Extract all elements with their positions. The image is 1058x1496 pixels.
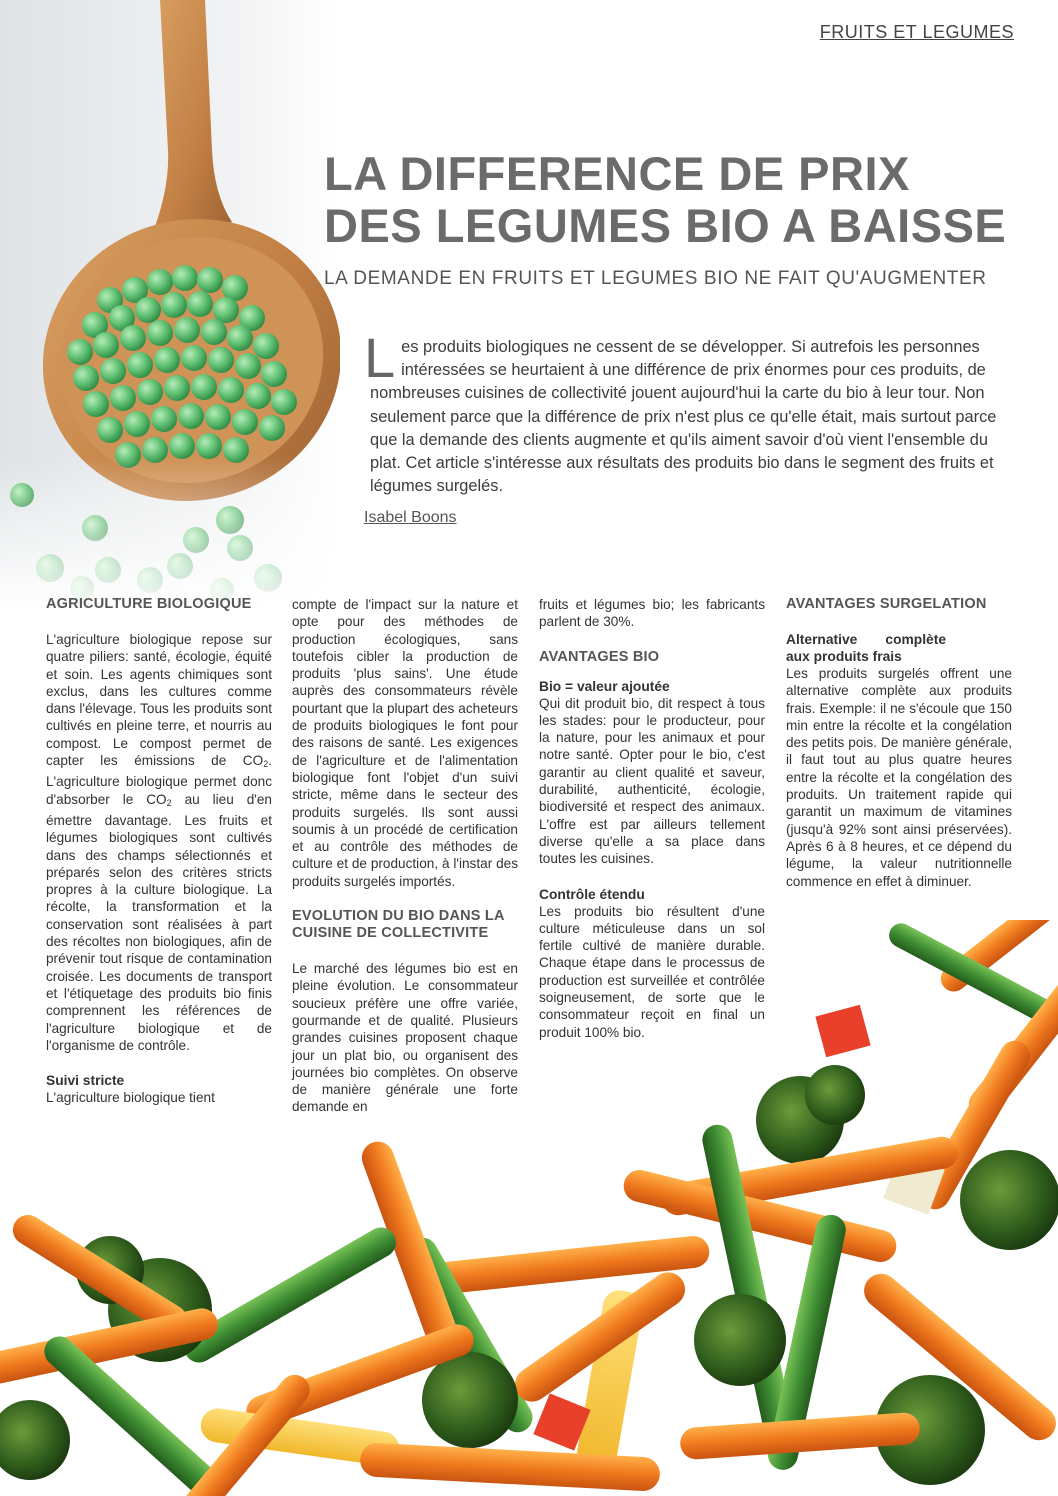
article-title (324, 148, 1006, 252)
paragraph: compte de l'impact sur la nature et opte pour des méthodes de production écologiques, sans toutefois cibler la production de produits 'plus sains'. Une étude auprès des consommateurs révèle pourtant que la plupart des acheteurs de produits biologiques le font pour des raisons de santé. Les exigences de l'agriculture et de l'alimentation biologique font l'objet d'un suivi stricte, même dans le secteur des produits surgelés. Ils sont aussi soumis à un procédé de certification et au contrôle des méthodes de culture et de production, à l'instar des produits surgelés importés. (292, 597, 518, 889)
subheading-controle-etendu: Contrôle étendu (539, 886, 645, 902)
paragraph: L'agriculture biologique tient (46, 1090, 215, 1106)
paragraph: Le marché des légumes bio est en pleine évolution. Le consommateur soucieux préfère une offre variée, gourmande et de qualité. Plusieurs grandes cuisines proposent chaque jour un plat bio, ou organisent des journées bio complètes. On observe de manière générale une forte demande en (292, 961, 518, 1115)
intro-paragraph (364, 326, 1010, 498)
column-4 (786, 596, 1012, 890)
heading-agriculture-biologique: AGRICULTURE BIOLOGIQUE (46, 596, 252, 612)
paragraph: Les produits bio résultent d'une culture méticuleuse dans un sol fertile cultivé de manière durable. Chaque étape dans le processus de production est surveillée et contrôlée soigneusement, de sorte que le consommateur reçoit en final un produit 100% bio. (539, 903, 765, 1040)
heading-avantages-bio: AVANTAGES BIO (539, 648, 660, 665)
heading-evolution-du-bio: EVOLUTION DU BIO DANS LA CUISINE DE COLLECTIVITE (292, 908, 505, 942)
frozen-vegetables-photo (0, 920, 1058, 1496)
article-subtitle: LA DEMANDE EN FRUITS ET LEGUMES BIO NE FAIT QU'AUGMENTER (324, 268, 987, 289)
title-line-2: DES LEGUMES BIO A BAISSE (324, 199, 1007, 252)
intro-text: es produits biologiques ne cessent de se développer. Si autrefois les personnes intéressées se heurtaient à une différence de prix énormes pour ces produits, de nombreuses cuisines de collectivité jouent aujourd'hui la carte du bio à leur tour. Non seulement parce que la différence de prix n'est plus ce qu'elle était, mais surtout parce que la demande des clients augmente et qu'ils aiment savoir d'où vient l'ensemble du plat. Cet article s'intéresse aux résultats des produits bio dans le segment des fruits et légumes surgelés. (370, 338, 997, 496)
subheading-alternative-complete: Alternative complète aux produits frais (786, 632, 946, 664)
section-tag: FRUITS ET LEGUMES (819, 22, 1014, 42)
paragraph: Qui dit produit bio, dit respect à tous les stades: pour le producteur, pour la nature, pour les animaux et pour notre santé. Opter pour le bio, c'est garantir au client qualité et saveur, durabilité, authenticité, écologie, biodiversité et respect des animaux. L'offre est par ailleurs tellement diverse qu'elle a sa place dans toutes les cuisines. (539, 695, 765, 867)
intro-dropcap: L (364, 326, 396, 389)
paragraph: L'agriculture biologique repose sur quatre piliers: santé, écologie, équité et soin. Les agents chimiques sont exclus, dans les cultures comme dans l'élevage. Tous les produits sont cultivés en pleine terre, et nourris au compost. Le compost permet de capter les émissions de $CO_2$. L'agriculture biologique permet donc d'absorber le $CO_2$ au lieu d'en émettre davantage. Les fruits et légumes biologiques sont cultivés dans des champs sélectionnés et préparés selon des critères stricts propres à la culture biologique. La récolte, la transformation et la conservation sont réalisées à part des récoltes non biologiques, afin de prévenir tout risque de contamination croisée. Les documents de transport et l'étiquetage des produits bio finis comprennent les références de l'agriculture biologique et de l'organisme de contrôle. (46, 632, 272, 1053)
peas-spoon-photo (0, 0, 340, 610)
author-byline[interactable]: Isabel Boons (364, 509, 457, 526)
subheading-suivi-stricte: Suivi stricte (46, 1073, 125, 1089)
paragraph: fruits et légumes bio; les fabricants parlent de 30%. (539, 597, 765, 630)
heading-avantages-surgelation: AVANTAGES SURGELATION (786, 596, 987, 612)
subheading-valeur-ajoutee: Bio = valeur ajoutée (539, 678, 670, 694)
title-line-1: LA DIFFERENCE DE PRIX (324, 147, 910, 200)
paragraph: Les produits surgelés offrent une alternative complète aux produits frais. Exemple: il ne s'écoule que 150 min entre la récolte et la congélation des petits pois. De manière générale, il faut tout au plus quatre heures entre la récolte et la congélation des produits. Un traitement rapide qui garantit un maximum de vitamines (jusqu'à 92% sont ainsi préservées). Après 6 à 8 heures, et ce dépend du légume, la valeur nutritionnelle commence en effet à diminuer. (786, 666, 1012, 889)
